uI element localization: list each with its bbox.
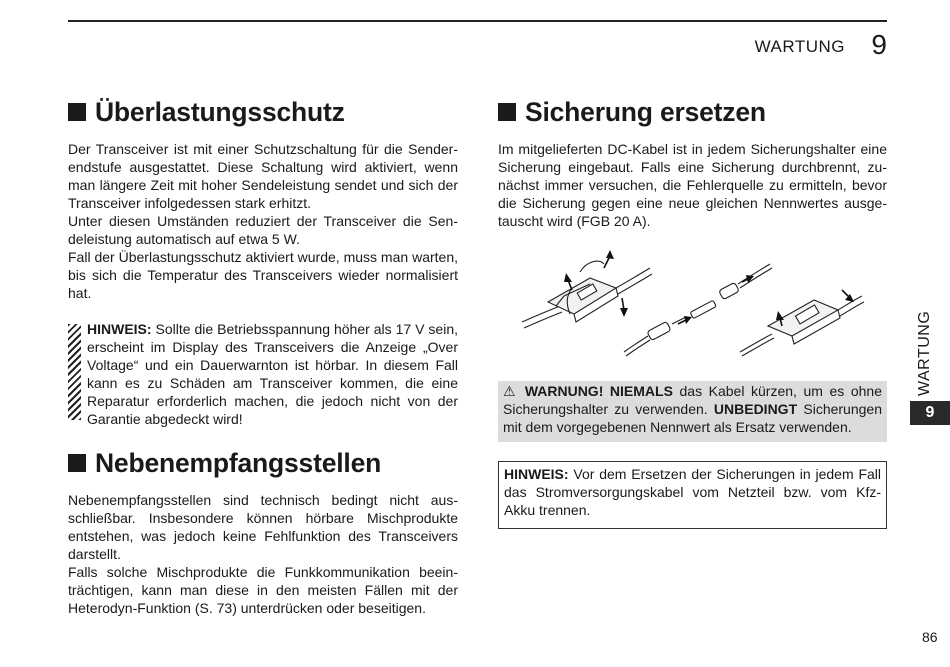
square-bullet-icon (498, 103, 516, 121)
header-rule (68, 20, 887, 22)
side-tab-label: WARTUNG (916, 310, 933, 396)
hint-text: Sollte die Betriebsspannung höher als 17 V sein, erscheint im Display des Transceivers die Anzeige „Over Voltage“ und ein Dauerwarnton ist hörbar. In diesem Fall kann es zu Schäden am Transceiver kommen, die eine Reparatur erforderlich machen, die jedoch nicht von der Garantie abgedeckt wird! (87, 321, 458, 427)
heading-text: Überlastungsschutz (95, 97, 345, 127)
side-tab-number: 9 (910, 401, 950, 425)
hint-box (498, 461, 887, 529)
heading-replace-fuse (498, 95, 887, 129)
hint-label: HINWEIS: (504, 466, 569, 482)
section-header-title: WARTUNG (754, 37, 845, 56)
hint-label: HINWEIS: (87, 321, 152, 337)
heading-spurious-reception (68, 446, 458, 480)
warning-text: Sicherungen mit dem vorgegebenen Nennwert als Ersatz verwenden. (503, 401, 882, 435)
hint-text: Vor dem Ersetzen der Sicherungen in jedem Fall das Stromversorgungskabel vom Netzteil bzw. vom Kfz-Akku trennen. (504, 466, 881, 518)
heading-text: Nebenempfangsstellen (95, 448, 382, 478)
chapter-number: 9 (871, 29, 887, 60)
heading-overload-protection (68, 95, 458, 129)
warning-box (498, 381, 887, 442)
square-bullet-icon (68, 454, 86, 472)
paragraph: Falls solche Mischprodukte die Funkkommunikation beeinträchtigen, kann man diese in den meisten Fällen mit der Heterodyn-Funktion (S. 73) unterdrücken oder beseitigen. (68, 564, 458, 616)
paragraph: Der Transceiver ist mit einer Schutzschaltung für die Senderendstufe ausgestattet. Diese Schaltung wird aktiviert, wenn man längere Zeit mit hoher Sendeleistung sendet und sich der Transceiver infolgedessen stark erhitzt. (68, 141, 458, 211)
paragraph: Nebenempfangsstellen sind technisch bedingt nicht ausschließbar. Insbesondere können hörbare Mischprodukte entstehen, was jedoch keine Fehlfunktion des Transceivers darstellt. (68, 492, 458, 562)
page-number: 86 (922, 629, 938, 645)
heading-text: Sicherung ersetzen (525, 97, 766, 127)
warning-text: das Kabel kürzen, um es ohne Sicherungshalter zu verwenden. (503, 383, 883, 417)
hint-note (68, 320, 458, 428)
right-column (498, 95, 887, 529)
paragraph: Fall der Überlastungsschutz aktiviert wurde, muss man warten, bis sich die Temperatur des Transceivers wieder normalisiert hat. (68, 249, 458, 301)
paragraph: Unter diesen Umständen reduziert der Transceiver die Sendeleistung automatisch auf etwa 5 W. (68, 213, 458, 247)
warning-triangle-icon: ⚠ (503, 383, 519, 399)
square-bullet-icon (68, 103, 86, 121)
fuse-holder-illustration (520, 244, 865, 362)
warning-label: WARNUNG! NIEMALS (524, 383, 673, 399)
hatch-marker-icon (68, 324, 81, 420)
left-column (68, 95, 458, 617)
paragraph: Im mitgelieferten DC-Kabel ist in jedem Sicherungshalter eine Sicherung eingebaut. Falls eine Sicherung durchbrennt, zunächst immer versuchen, die Fehlerquelle zu ermitteln, bevor die Sicherung gegen eine neue gleichen Nennwertes ausgetauscht wird (FGB 20 A). (498, 141, 887, 229)
warning-emphasis: UNBEDINGT (713, 401, 798, 417)
